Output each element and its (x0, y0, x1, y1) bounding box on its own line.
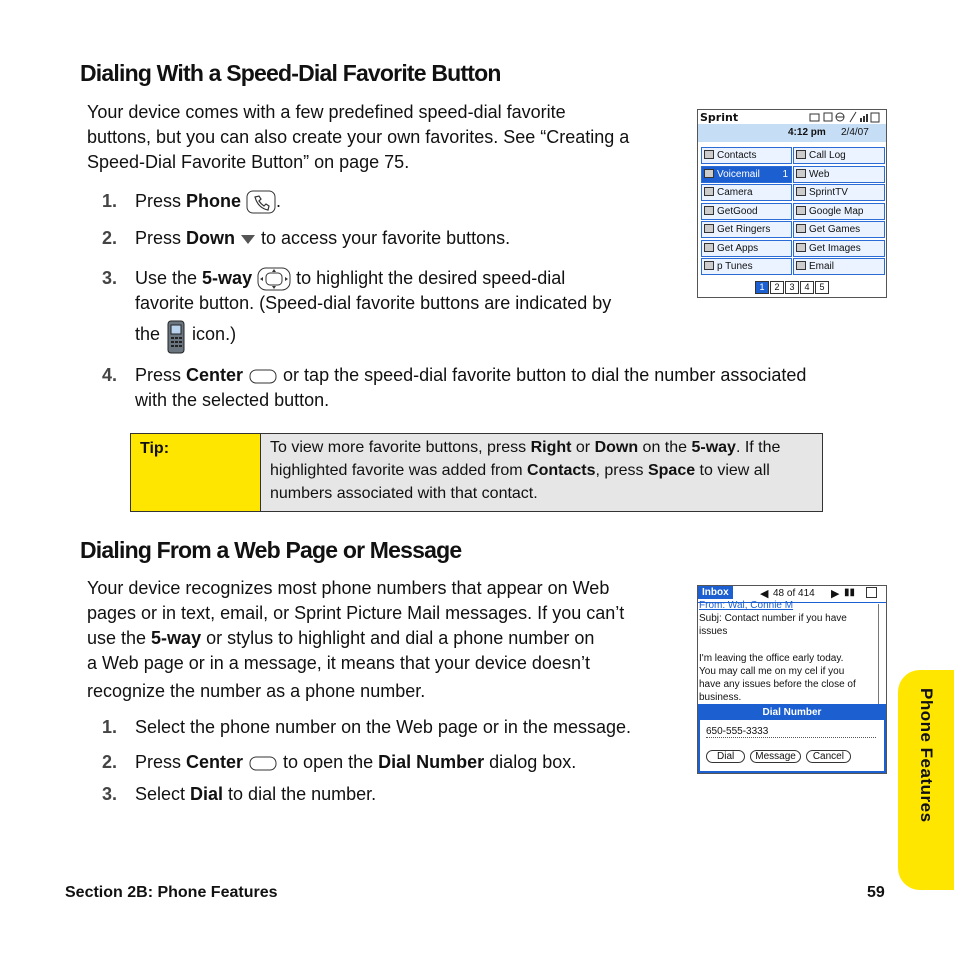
chapter-tab: Phone Features (898, 670, 954, 890)
signal-icon: ▮▮ (844, 587, 856, 598)
voicemail-count-badge: 1 (782, 168, 788, 180)
favorite-button-get-games[interactable]: Get Games (793, 221, 885, 238)
footer-section: Section 2B: Phone Features (65, 884, 278, 901)
favorite-icon (704, 187, 714, 196)
status-bar-icon (808, 111, 884, 123)
carrier-label: Sprint (700, 111, 739, 124)
message-body: From: Wal, Connie M Subj: Contact number if you have issues I'm leaving the office early today. You may call me on my cel if you have any issues before the close of business. (699, 599, 874, 704)
page-2-button[interactable]: 2 (770, 281, 784, 294)
phone-number-field[interactable]: 650-555-3333 (706, 726, 876, 738)
speed-dial-phone-icon (165, 320, 187, 354)
favorite-button-get-images[interactable]: Get Images (793, 240, 885, 257)
favorite-button-getgood[interactable]: GetGood (701, 203, 792, 220)
favorite-button-web[interactable]: Web (793, 166, 885, 183)
datetime-bar (698, 124, 886, 142)
favorite-icon (796, 243, 806, 252)
favorite-icon (704, 150, 714, 159)
next-arrow-icon[interactable]: ▶ (831, 588, 840, 600)
dial-number-dialog (698, 704, 886, 773)
favorite-button-voicemail[interactable]: Voicemail 1 (701, 166, 792, 183)
dialog-title: Dial Number (700, 706, 884, 720)
tip-label: Tip: (131, 434, 261, 511)
favorite-button-camera[interactable]: Camera (701, 184, 792, 201)
favorite-button-contacts[interactable]: Contacts (701, 147, 792, 164)
step-3: 3. Use the 5-way to highlight the desired speed-dial favorite button. (Speed-dial favorite buttons are indicated by the icon.) (102, 266, 692, 356)
page-number: 59 (867, 884, 885, 901)
center-button-icon (248, 754, 278, 772)
message-button[interactable]: Message (750, 750, 801, 763)
time-label: 4:12 pm (788, 127, 826, 138)
section-title-speed-dial: Dialing With a Speed-Dial Favorite Button (80, 60, 501, 86)
favorites-screenshot (697, 109, 887, 298)
favorite-button-call-log[interactable]: Call Log (793, 147, 885, 164)
tip-text: To view more favorite buttons, press Right or Down on the 5-way. If the highlighted favorite was added from Contacts, press Space to view all numbers associated with that contact. (261, 434, 822, 511)
favorite-button-get-apps[interactable]: Get Apps (701, 240, 792, 257)
dialog-buttons (706, 750, 851, 763)
page-3-button[interactable]: 3 (785, 281, 799, 294)
scrollbar[interactable] (878, 604, 885, 704)
status-icons (808, 111, 884, 123)
favorite-icon (796, 187, 806, 196)
phone-key-icon (246, 190, 276, 214)
tip-box (130, 433, 823, 512)
down-arrow-icon (240, 233, 256, 245)
inbox-tab[interactable]: Inbox (698, 586, 733, 599)
favorite-button-p-tunes[interactable]: p Tunes (701, 258, 792, 275)
favorite-icon (704, 169, 714, 178)
favorite-button-google-map[interactable]: Google Map (793, 203, 885, 220)
favorite-icon (796, 169, 806, 178)
from-line[interactable]: From: Wal, Connie M (699, 600, 794, 611)
favorite-icon (796, 261, 806, 270)
favorite-button-email[interactable]: Email (793, 258, 885, 275)
cancel-button[interactable]: Cancel (806, 750, 851, 763)
page-5-button[interactable]: 5 (815, 281, 829, 294)
section-title-web-dialing: Dialing From a Web Page or Message (80, 537, 462, 563)
section1-intro: Your device comes with a few predefined speed-dial favorite buttons, but you can also create your own favorites. See “Creating a Speed-Dial Favorite Button” on page 75. (87, 102, 630, 172)
favorite-icon (796, 224, 806, 233)
message-counter: 48 of 414 (773, 588, 815, 599)
inbox-screenshot (697, 585, 887, 774)
dial-button[interactable]: Dial (706, 750, 745, 763)
favorite-icon (704, 261, 714, 270)
page-selector (755, 281, 830, 294)
page-4-button[interactable]: 4 (800, 281, 814, 294)
date-label: 2/4/07 (841, 127, 869, 138)
prev-arrow-icon[interactable]: ◀ (760, 588, 769, 600)
favorite-icon (704, 224, 714, 233)
five-way-navigator-icon (257, 267, 291, 291)
page-1-button[interactable]: 1 (755, 281, 769, 294)
favorite-icon (704, 206, 714, 215)
section2-intro: Your device recognizes most phone numbers that appear on Web pages or in text, email, or Sprint Picture Mail messages. If you can’t use the 5-way or stylus to highlight and dial a phone number on a Web page or in a message, it means that your device doesn’t recognize the number as a phone number. (87, 578, 625, 701)
menu-icon[interactable] (866, 587, 877, 598)
favorite-icon (704, 243, 714, 252)
favorite-icon (796, 206, 806, 215)
favorite-button-sprinttv[interactable]: SprintTV (793, 184, 885, 201)
favorite-button-get-ringers[interactable]: Get Ringers (701, 221, 792, 238)
favorite-icon (796, 150, 806, 159)
center-button-icon (248, 367, 278, 385)
